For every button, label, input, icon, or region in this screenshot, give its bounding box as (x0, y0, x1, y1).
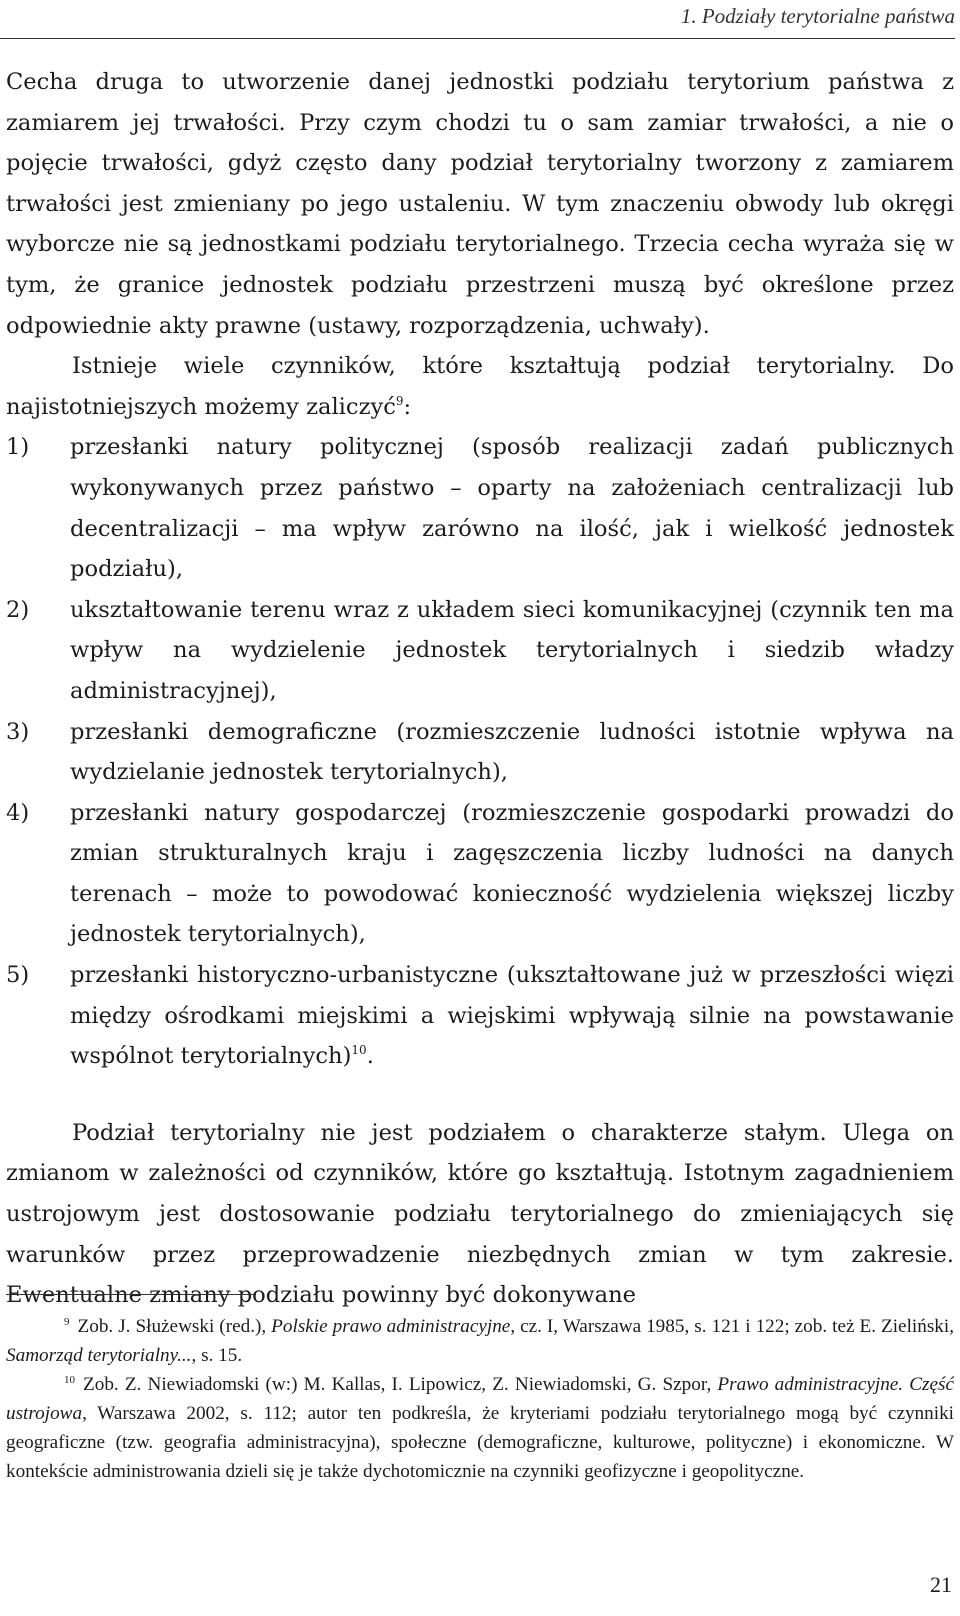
footnote-text: , s. 15. (191, 1345, 243, 1366)
paragraph-end: : (403, 393, 412, 420)
list-item-text: przesłanki demograficzne (rozmieszczenie ludności istotnie wpływa na wydzielanie jednostek terytorialnych), (70, 718, 954, 786)
footnote-ref[interactable]: 9 (395, 393, 404, 408)
list-item-number: 4) (6, 799, 30, 826)
footnote-text: , cz. I, Warszawa 1985, s. 121 i 122; zob. też E. Zieliński, (510, 1316, 955, 1337)
list-item-number: 5) (6, 962, 30, 989)
list-item (6, 590, 954, 712)
list-item (6, 427, 954, 589)
list-item-text: ukształtowanie terenu wraz z układem sieci komunikacyjnej (czynnik ten ma wpływ na wydzielenie jednostek terytorialnych i siedzib władzy administracyjnej), (70, 596, 954, 704)
list-item (6, 955, 954, 1077)
list-item-end: . (366, 1043, 374, 1070)
footnotes (6, 1312, 954, 1486)
list-item-number: 3) (6, 718, 30, 745)
page-number: 21 (930, 1572, 952, 1597)
footnote (6, 1370, 954, 1486)
paragraph: Cecha druga to utworzenie danej jednostki podziału terytorium państwa z zamiarem jej trwałości. Przy czym chodzi tu o sam zamiar trwałości, a nie o pojęcie trwałości, gdyż często dany podział terytorialny tworzony z zamiarem trwałości jest zmieniany po jego ustaleniu. W tym znaczeniu obwody lub okręgi wyborcze nie są jednostkami podziału terytorialnego. Trzecia cecha wyraża się w tym, że granice jednostek podziału przestrzeni muszą być określone przez odpowiednie akty prawne (ustawy, rozporządzenia, uchwały). (6, 69, 954, 339)
footnote-text: , Warszawa 2002, s. 112; autor ten podkreśla, że kryteriami podziału terytorialnego mogą być czynniki geograficzne (tzw. geografia administracyjna), społeczne (demograficzne, kulturowe, polityczne) i ekonomiczne. W kontekście administrowania dzieli się je także dychotomicznie na czynniki geofizyczne i geopolityczne. (6, 1403, 954, 1482)
footnote-number: 9 (64, 1316, 70, 1328)
footnote-divider (6, 1294, 254, 1295)
list-item (6, 793, 954, 955)
footnote-text: Zob. Z. Niewiadomski (w:) M. Kallas, I. Lipowicz, Z. Niewiadomski, G. Szpor, (83, 1374, 718, 1395)
footnote-text: Zob. J. Służewski (red.), (77, 1316, 272, 1337)
paragraph: Podział terytorialny nie jest podziałem o charakterze stałym. Ulega on zmianom w zależności od czynników, które go kształtują. Istotnym zagadnieniem ustrojowym jest dostosowanie podziału terytorialnego do zmieniających się warunków przez przeprowadzenie niezbędnych zmian w tym zakresie. Ewentualne zmiany podziału powinny być dokonywane (6, 1119, 954, 1309)
running-title: 1. Podziały terytorialne państwa (680, 4, 955, 28)
list-item (6, 712, 954, 793)
list-item-number: 2) (6, 596, 30, 623)
footnote-ref[interactable]: 10 (351, 1043, 367, 1058)
list-item-text: przesłanki historyczno-urbanistyczne (ukształtowane już w przeszłości więzi między ośrodkami miejskimi a wiejskimi wpływają silnie na powstawanie wspólnot terytorialnych) (70, 962, 954, 1070)
list-item-text: przesłanki natury gospodarczej (rozmieszczenie gospodarki prowadzi do zmian strukturalnych kraju i zagęszczenia liczby ludności na danych terenach – może to powodować konieczność wydzielenia większej liczby jednostek terytorialnych), (70, 799, 954, 948)
footnote-title: Polskie prawo administracyjne (271, 1316, 511, 1337)
footnote (6, 1312, 954, 1370)
paragraph-text: Istnieje wiele czynników, które kształtują podział terytorialny. Do najistotniejszych możemy zaliczyć (6, 353, 954, 420)
footnote-title: Prawo administracyjne. Część ustrojowa (6, 1374, 954, 1424)
footnote-title: Samorząd terytorialny... (6, 1345, 192, 1366)
footnote-number: 10 (64, 1374, 75, 1386)
paragraph (6, 346, 954, 427)
list-item-number: 1) (6, 434, 30, 461)
list-item-text: przesłanki natury politycznej (sposób realizacji zadań publicznych wykonywanych przez państwo – oparty na założeniach centralizacji lub decentralizacji – ma wpływ zarówno na ilość, jak i wielkość jednostek podziału), (70, 434, 954, 583)
running-header (0, 0, 955, 39)
main-text (6, 62, 954, 1316)
